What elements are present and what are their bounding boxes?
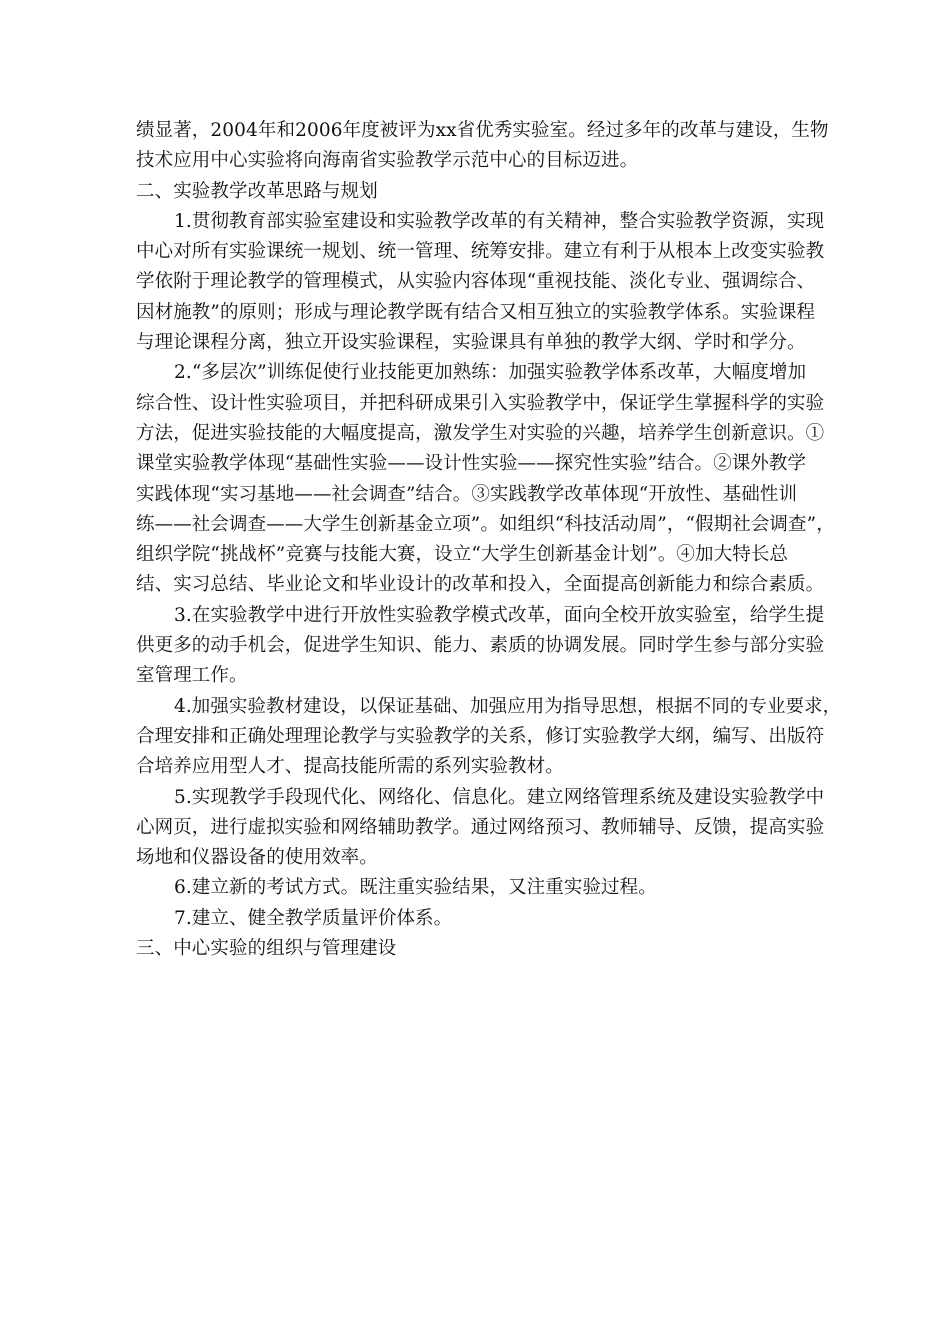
text-line: 5.实现教学手段现代化、网络化、信息化。建立网络管理系统及建设实验教学中 [174, 786, 825, 808]
text-line: 二、实验教学改革思路与规划 [136, 180, 378, 202]
text-line: 心网页，进行虚拟实验和网络辅助教学。通过网络预习、教师辅导、反馈，提高实验 [136, 816, 825, 838]
text-line: 三、中心实验的组织与管理建设 [136, 938, 397, 960]
text-line: 结、实习总结、毕业论文和毕业设计的改革和投入，全面提高创新能力和综合素质。 [136, 574, 825, 596]
text-line: 综合性、设计性实验项目，并把科研成果引入实验教学中，保证学生掌握科学的实验 [136, 392, 825, 414]
text-line: 室管理工作。 [136, 665, 248, 687]
text-line: 合培养应用型人才、提高技能所需的系列实验教材。 [136, 756, 564, 778]
text-line: 方法，促进实验技能的大幅度提高，激发学生对实验的兴趣，培养学生创新意识。① [136, 422, 825, 444]
text-line: 实践体现“实习基地——社会调查”结合。③实践教学改革体现“开放性、基础性训 [136, 483, 798, 505]
text-line: 1.贯彻教育部实验室建设和实验教学改革的有关精神，整合实验教学资源，实现 [174, 210, 825, 232]
text-line: 绩显著，2004年和2006年度被评为xx省优秀实验室。经过多年的改革与建设，生物 [136, 120, 829, 141]
text-line: 4.加强实验教材建设，以保证基础、加强应用为指导思想，根据不同的专业要求， [174, 695, 842, 717]
text-line: 课堂实验教学体现“基础性实验——设计性实验——探究性实验”结合。②课外教学 [136, 453, 807, 475]
text-line: 练——社会调查——大学生创新基金立项”。如组织“科技活动周”，“假期社会调查”， [136, 513, 835, 535]
text-line: 2.“多层次”训练促使行业技能更加熟练：加强实验教学体系改革，大幅度增加 [174, 362, 807, 384]
text-line: 中心对所有实验课统一规划、统一管理、统筹安排。建立有利于从根本上改变实验教 [136, 241, 825, 263]
text-line: 合理安排和正确处理理论教学与实验教学的关系，修订实验教学大纲，编写、出版符 [136, 725, 825, 747]
text-line: 7.建立、健全教学质量评价体系。 [174, 907, 453, 929]
text-line: 组织学院“挑战杯”竞赛与技能大赛，设立“大学生创新基金计划”。④加大特长总 [136, 544, 789, 566]
text-line: 6.建立新的考试方式。既注重实验结果，又注重实验过程。 [174, 877, 657, 899]
text-line: 场地和仪器设备的使用效率。 [136, 847, 378, 869]
text-line: 3.在实验教学中进行开放性实验教学模式改革，面向全校开放实验室，给学生提 [174, 604, 825, 626]
text-line: 学依附于理论教学的管理模式，从实验内容体现“重视技能、淡化专业、强调综合、 [136, 271, 816, 293]
text-line: 与理论课程分离，独立开设实验课程，实验课具有单独的教学大纲、学时和学分。 [136, 332, 806, 354]
document-body [136, 116, 842, 964]
text-line: 供更多的动手机会，促进学生知识、能力、素质的协调发展。同时学生参与部分实验 [136, 635, 825, 657]
text-line: 因材施教”的原则；形成与理论教学既有结合又相互独立的实验教学体系。实验课程 [136, 301, 816, 323]
text-line: 技术应用中心实验将向海南省实验教学示范中心的目标迈进。 [136, 150, 639, 172]
